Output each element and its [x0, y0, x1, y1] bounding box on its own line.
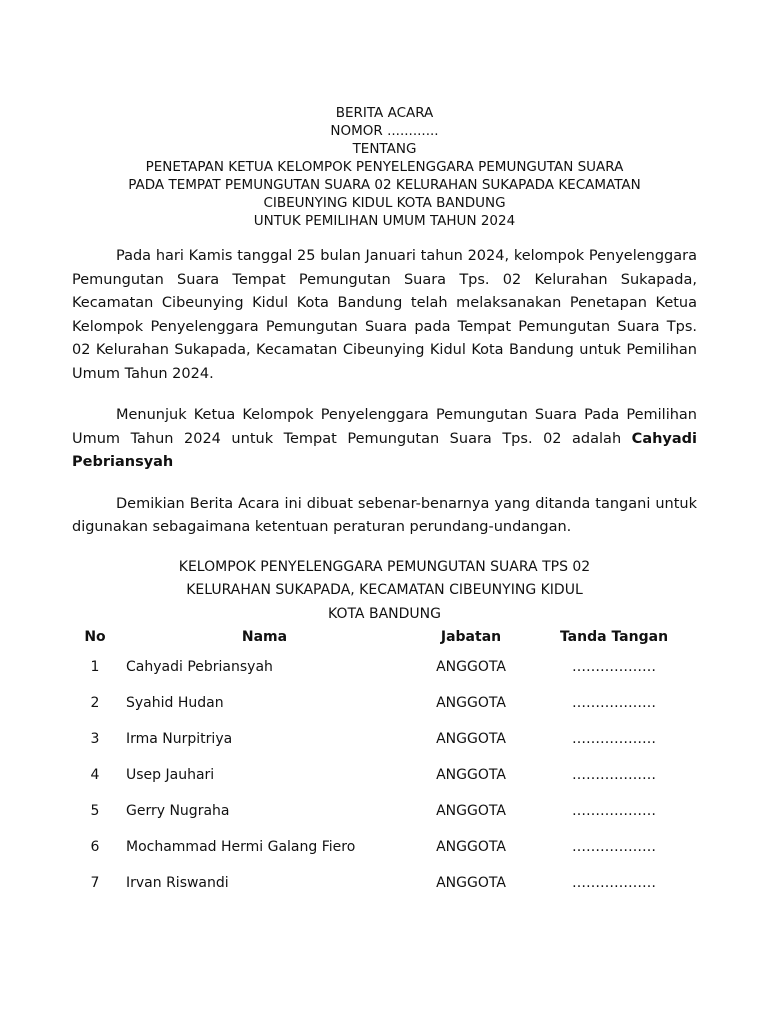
header-about: TENTANG [352, 141, 417, 157]
row-number: 4 [90, 767, 100, 783]
row-number: 6 [90, 839, 100, 855]
row-number: 7 [90, 875, 100, 891]
column-header-no: No [84, 629, 106, 645]
table-row [72, 829, 697, 865]
header-subject-line-4: UNTUK PEMILIHAN UMUM TAHUN 2024 [253, 213, 516, 229]
member-table [72, 625, 697, 901]
table-row [72, 721, 697, 757]
table-row [72, 757, 697, 793]
member-name: Irma Nurpitriya [126, 731, 233, 747]
table-header-row [72, 625, 697, 649]
appointment-text: Menunjuk Ketua Kelompok Penyelenggara Pemungutan Suara Pada Pemilihan Umum Tahun 2024 untuk Tempat Pemungutan Suara Tps. 02 adalah [72, 407, 697, 447]
member-position: ANGGOTA [436, 695, 506, 711]
table-row [72, 685, 697, 721]
column-header-nama: Nama [241, 629, 288, 645]
document-page [72, 104, 697, 901]
signature-placeholder: ……………… [572, 659, 656, 675]
paragraph-opening: Pada hari Kamis tanggal 25 bulan Januari tahun 2024, kelompok Penyelenggara Pemungutan Suara Tempat Pemungutan Suara Tps. 02 Kelurahan Sukapada, Kecamatan Cibeunying Kidul Kota Bandung telah melaksanakan Penetapan Ketua Kelompok Penyelenggara Pemungutan Suara pada Tempat Pemungutan Suara Tps. 02 Kelurahan Sukapada, Kecamatan Cibeunying Kidul Kota Bandung untuk Pemilihan Umum Tahun 2024. [72, 248, 697, 382]
member-position: ANGGOTA [436, 731, 506, 747]
column-header-jabatan: Jabatan [440, 629, 502, 645]
row-number: 3 [90, 731, 100, 747]
row-number: 1 [90, 659, 100, 675]
row-number: 2 [90, 695, 100, 711]
column-header-tanda-tangan: Tanda Tangan [559, 629, 669, 645]
paragraph-closing: Demikian Berita Acara ini dibuat sebenar-benarnya yang ditanda tangani untuk digunakan sebagaimana ketentuan peraturan perundang-undangan. [72, 495, 697, 535]
member-name: Irvan Riswandi [126, 875, 229, 891]
member-name: Usep Jauhari [126, 767, 215, 783]
table-row [72, 793, 697, 829]
member-position: ANGGOTA [436, 875, 506, 891]
header-subject-line-2: PADA TEMPAT PEMUNGUTAN SUARA 02 KELURAHAN SUKAPADA KECAMATAN [128, 177, 641, 193]
org-line-3: KOTA BANDUNG [328, 605, 441, 622]
signature-placeholder: ……………… [572, 875, 656, 891]
table-row [72, 649, 697, 685]
table-row [72, 865, 697, 901]
document-header [72, 104, 697, 230]
appointee-name: Cahyadi Pebriansyah [72, 430, 698, 470]
member-name: Cahyadi Pebriansyah [126, 659, 273, 675]
row-number: 5 [90, 803, 100, 819]
member-name: Syahid Hudan [126, 695, 224, 711]
header-subject-line-1: PENETAPAN KETUA KELOMPOK PENYELENGGARA PEMUNGUTAN SUARA [145, 159, 624, 175]
header-number: NOMOR ............ [330, 123, 439, 139]
signature-placeholder: ……………… [572, 803, 656, 819]
signature-placeholder: ……………… [572, 839, 656, 855]
signature-placeholder: ……………… [572, 695, 656, 711]
member-position: ANGGOTA [436, 659, 506, 675]
paragraph-appointment [72, 404, 697, 475]
signature-placeholder: ……………… [572, 767, 656, 783]
org-line-2: KELURAHAN SUKAPADA, KECAMATAN CIBEUNYING KIDUL [186, 582, 583, 598]
header-subject-line-3: CIBEUNYING KIDUL KOTA BANDUNG [263, 195, 506, 211]
header-title: BERITA ACARA [335, 105, 434, 121]
member-position: ANGGOTA [436, 803, 506, 819]
organization-block [72, 556, 697, 627]
signature-placeholder: ……………… [572, 731, 656, 747]
member-name: Gerry Nugraha [126, 803, 230, 819]
member-name: Mochammad Hermi Galang Fiero [126, 839, 356, 855]
member-position: ANGGOTA [436, 767, 506, 783]
member-position: ANGGOTA [436, 839, 506, 855]
org-line-1: KELOMPOK PENYELENGGARA PEMUNGUTAN SUARA TPS 02 [178, 558, 591, 575]
